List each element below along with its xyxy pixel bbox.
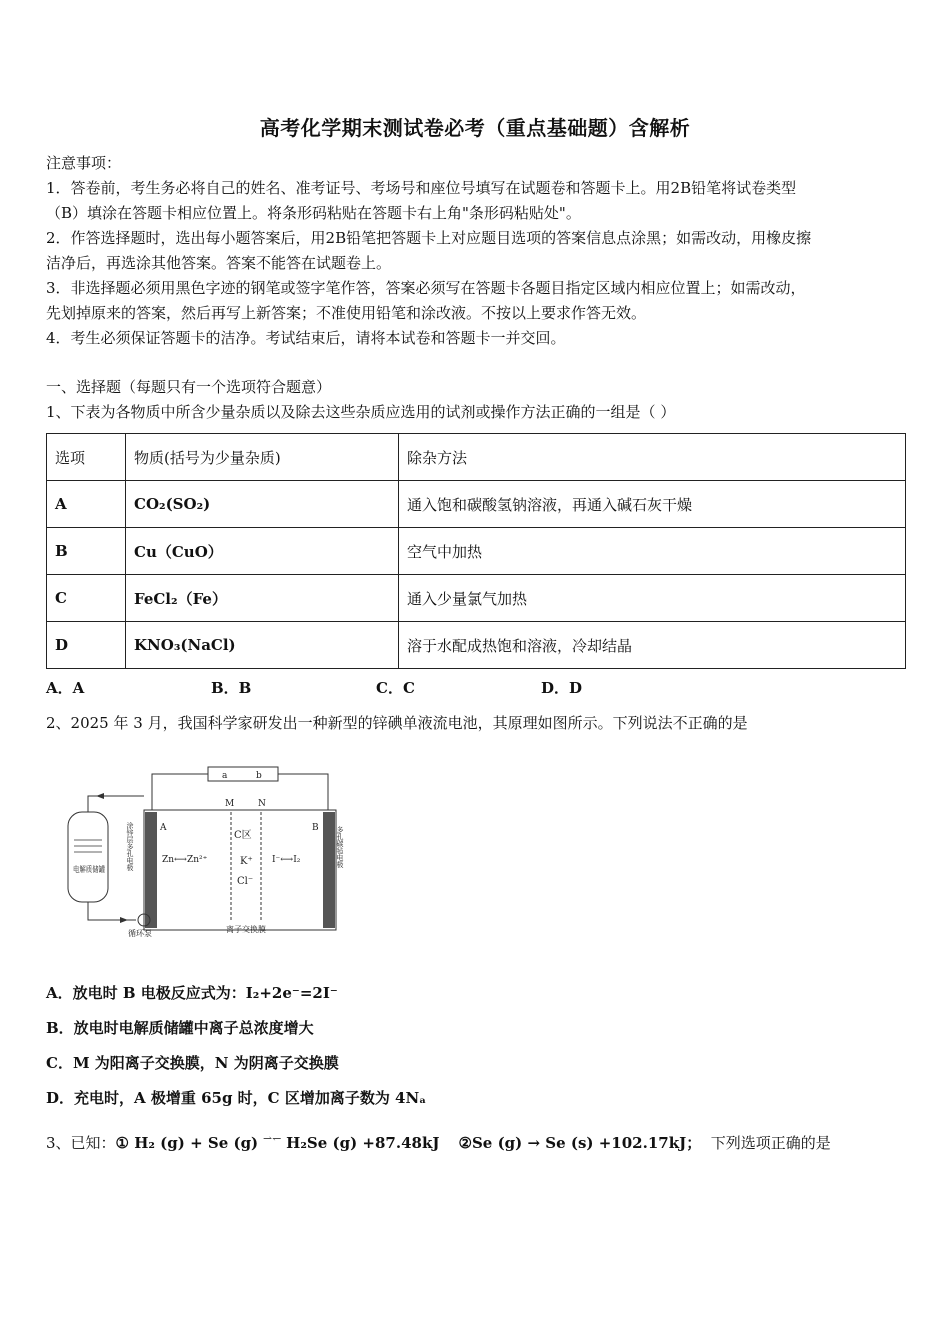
terminal-b-label: b bbox=[256, 771, 262, 781]
notes-line: 3．非选择题必须用黑色字迹的钢笔或签字笔作答，答案必须写在答题卡各题目指定区域内相应位置上；如需改动， bbox=[46, 279, 806, 297]
electrode-a bbox=[145, 812, 157, 928]
table-cell-option: A bbox=[47, 481, 126, 528]
q3-suffix: 下列选项正确的是 bbox=[710, 1134, 831, 1152]
q2-option-c[interactable]: C．M 为阳离子交换膜，N 为阴离子交换膜 bbox=[46, 1054, 339, 1072]
arrow-right-icon bbox=[120, 917, 128, 923]
membrane-n-label: N bbox=[258, 799, 266, 809]
left-electrode-label: 涂锌层多孔电极 bbox=[126, 822, 134, 871]
q3-eq1-right: H₂Se (g) +87.48kJ bbox=[286, 1134, 440, 1152]
terminal-a-label: a bbox=[222, 771, 228, 781]
notes-line: 1．答卷前，考生务必将自己的姓名、准考证号、考场号和座位号填写在试题卷和答题卡上。用2B铅笔将试卷类型 bbox=[46, 179, 797, 197]
electrode-a-label: A bbox=[160, 823, 167, 833]
table-cell-substance: Cu（CuO） bbox=[126, 528, 399, 575]
q3-stem bbox=[46, 1132, 831, 1153]
table-header-cell: 选项 bbox=[47, 434, 126, 481]
pipe-top bbox=[88, 796, 144, 812]
table-cell-method: 溶于水配成热饱和溶液，冷却结晶 bbox=[399, 622, 906, 669]
table-cell-option: B bbox=[47, 528, 126, 575]
wire-left bbox=[152, 774, 208, 810]
notes-line: （B）填涂在答题卡相应位置上。将条形码粘贴在答题卡右上角"条形码粘贴处"。 bbox=[46, 204, 581, 222]
table-header-row bbox=[47, 434, 906, 481]
table-cell-method: 空气中加热 bbox=[399, 528, 906, 575]
section-heading: 一、选择题（每题只有一个选项符合题意） bbox=[46, 378, 332, 396]
table-header-cell: 除杂方法 bbox=[399, 434, 906, 481]
table-cell-method: 通入少量氯气加热 bbox=[399, 575, 906, 622]
table-row bbox=[47, 575, 906, 622]
tank-label: 电解质储罐 bbox=[73, 865, 113, 874]
pipe-bottom bbox=[88, 902, 136, 920]
table-cell-option: C bbox=[47, 575, 126, 622]
electrode-b-label: B bbox=[312, 823, 319, 833]
notes-line: 先划掉原来的答案，然后再写上新答案；不准使用铅笔和涂改液。不按以上要求作答无效。 bbox=[46, 304, 647, 322]
q2-option-d[interactable]: D．充电时，A 极增重 65g 时，C 区增加离子数为 4Nₐ bbox=[46, 1089, 427, 1107]
page-title: 高考化学期末测试卷必考（重点基础题）含解析 bbox=[259, 116, 691, 140]
table-row bbox=[47, 622, 906, 669]
q3-eq1-left: ① H₂ (g) + Se (g) bbox=[115, 1134, 259, 1152]
table-cell-substance: FeCl₂（Fe） bbox=[126, 575, 399, 622]
notes-line: 洁净后，再选涂其他答案。答案不能答在试题卷上。 bbox=[46, 254, 392, 272]
q1-stem: 1、下表为各物质中所含少量杂质以及除去这些杂质应选用的试剂或操作方法正确的一组是（ ） bbox=[46, 403, 676, 421]
reversible-arrow-icon: ⇀↽ bbox=[262, 1132, 282, 1145]
q2-stem: 2、2025 年 3 月，我国科学家研发出一种新型的锌碘单液流电池，其原理如图所示。下列说法不正确的是 bbox=[46, 714, 748, 732]
table-cell-substance: CO₂(SO₂) bbox=[126, 481, 399, 528]
q3-eq2: ②Se (g) → Se (s) +102.17kJ； bbox=[458, 1134, 702, 1152]
cl-ion-label: Cl⁻ bbox=[237, 876, 254, 887]
pump-label: 循环泵 bbox=[128, 929, 152, 938]
q1-option-d[interactable]: D．D bbox=[541, 679, 583, 697]
table-header-cell: 物质(括号为少量杂质) bbox=[126, 434, 399, 481]
table-cell-option: D bbox=[47, 622, 126, 669]
q1-table bbox=[46, 433, 906, 669]
k-ion-label: K⁺ bbox=[240, 856, 253, 867]
membrane-m-label: M bbox=[225, 799, 235, 809]
notes-heading: 注意事项： bbox=[46, 154, 122, 172]
wire-right bbox=[278, 774, 328, 810]
q1-option-b[interactable]: B．B bbox=[211, 679, 252, 697]
membrane-label: 离子交换膜 bbox=[226, 925, 266, 934]
q1-option-a[interactable]: A．A bbox=[46, 679, 85, 697]
table-cell-substance: KNO₃(NaCl) bbox=[126, 622, 399, 669]
zn-equation: Zn⟷Zn²⁺ bbox=[162, 855, 208, 865]
c-region-label: C区 bbox=[234, 830, 252, 841]
storage-tank bbox=[68, 812, 113, 902]
q2-option-b[interactable]: B．放电时电解质储罐中离子总浓度增大 bbox=[46, 1019, 314, 1037]
iodine-equation: I⁻⟷I₂ bbox=[272, 855, 301, 865]
right-electrode-label: 多孔碳毡电极 bbox=[336, 826, 344, 868]
arrow-left-icon bbox=[96, 793, 104, 799]
q1-option-c[interactable]: C．C bbox=[376, 679, 415, 697]
resistor-box bbox=[208, 767, 278, 781]
battery-diagram bbox=[56, 760, 366, 938]
table-cell-method: 通入饱和碳酸氢钠溶液，再通入碱石灰干燥 bbox=[399, 481, 906, 528]
q2-option-a[interactable]: A．放电时 B 电极反应式为：I₂+2e⁻=2I⁻ bbox=[46, 984, 338, 1002]
table-row bbox=[47, 481, 906, 528]
electrode-b bbox=[323, 812, 335, 928]
table-row bbox=[47, 528, 906, 575]
q3-prefix: 3、已知： bbox=[46, 1134, 116, 1152]
cell-outline bbox=[144, 810, 336, 930]
notes-line: 4．考生必须保证答题卡的洁净。考试结束后，请将本试卷和答题卡一并交回。 bbox=[46, 329, 566, 347]
notes-line: 2．作答选择题时，选出每小题答案后，用2B铅笔把答题卡上对应题目选项的答案信息点涂黑；如需改动，用橡皮擦 bbox=[46, 229, 812, 247]
